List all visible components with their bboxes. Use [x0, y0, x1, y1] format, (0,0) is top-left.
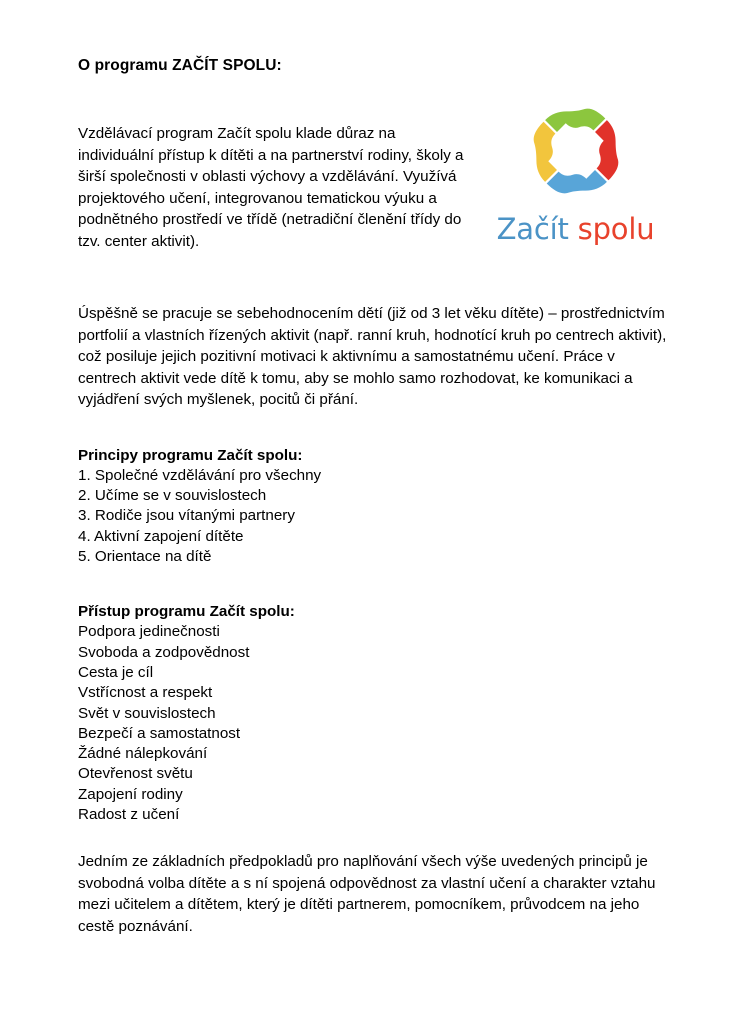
- list-item: 1. Společné vzdělávání pro všechny: [78, 466, 322, 484]
- document-content: [78, 0, 668, 937]
- logo-wordmark-part-1: Začít: [496, 212, 569, 247]
- list-item: Vstřícnost a respekt: [78, 684, 213, 702]
- list-item: Cesta je cíl: [78, 663, 154, 681]
- intro-block: [78, 123, 668, 263]
- list-item: Podpora jedinečnosti: [78, 623, 220, 641]
- approach-list: [78, 622, 668, 825]
- principles-heading: Principy programu Začít spolu:: [78, 446, 303, 464]
- principles-list: [78, 466, 668, 567]
- list-item: 2. Učíme se v souvislostech: [78, 487, 267, 505]
- principles-section: [78, 445, 668, 567]
- list-item: Zapojení rodiny: [78, 785, 183, 803]
- list-item: Bezpečí a samostatnost: [78, 724, 241, 742]
- list-item: Otevřenost světu: [78, 765, 193, 783]
- logo-wordmark-part-2: spolu: [577, 212, 655, 247]
- list-item: Svoboda a zodpovědnost: [78, 643, 250, 661]
- list-item: Žádné nálepkování: [78, 745, 208, 763]
- logo-piece-red: [577, 120, 631, 180]
- second-paragraph: Úspěšně se pracuje se sebehodnocením dětí (již od 3 let věku dítěte) – prostřednictvím portfolií a vlastních řízených aktivit (např. ranní kruh, hodnotící kruh po centrech aktivit), což posiluje jejich pozitivní motivaci k aktivnímu a samostatnému učení. Práce v centrech aktivit vede dítě k tomu, aby se mohlo samo rozhodovat, ke komunikaci a vyjádření svých myšlenek, pocitů či přání.: [78, 305, 667, 409]
- approach-heading: Přístup programu Začít spolu:: [78, 603, 295, 621]
- logo-piece-blue: [546, 153, 606, 207]
- list-item: Radost z učení: [78, 806, 180, 824]
- logo-piece-yellow: [520, 122, 574, 182]
- list-item: Svět v souvislostech: [78, 704, 216, 722]
- zacit-spolu-logo: [488, 95, 663, 247]
- intro-paragraph: Vzdělávací program Začít spolu klade důraz na individuální přístup k dítěti a na partnerství rodiny, školy a širší společnosti v oblasti výchovy a vzdělávání. Využívá projektového učení, integrovanou tematickou výuku a podnětného prostředí ve třídě (netradiční členění třídy do tzv. center aktivit).: [78, 125, 464, 250]
- logo-piece-green: [545, 95, 605, 149]
- final-paragraph: Jedním ze základních předpokladů pro naplňování všech výše uvedených principů je svobodná volba dítěte a s ní spojená odpovědnost za vlastní učení a charakter vztahu mezi učitelem a dítětem, který je dítěti partnerem, pomocníkem, průvodcem na jeho cestě poznávání.: [78, 853, 656, 935]
- list-item: 5. Orientace na dítě: [78, 548, 212, 566]
- approach-section: [78, 601, 668, 825]
- list-item: 3. Rodiče jsou vítanými partnery: [78, 507, 295, 525]
- page-title: O programu ZAČÍT SPOLU:: [78, 57, 282, 74]
- logo-circle-puzzle-icon: [520, 95, 632, 207]
- logo-wordmark: [488, 212, 663, 247]
- list-item: 4. Aktivní zapojení dítěte: [78, 527, 244, 545]
